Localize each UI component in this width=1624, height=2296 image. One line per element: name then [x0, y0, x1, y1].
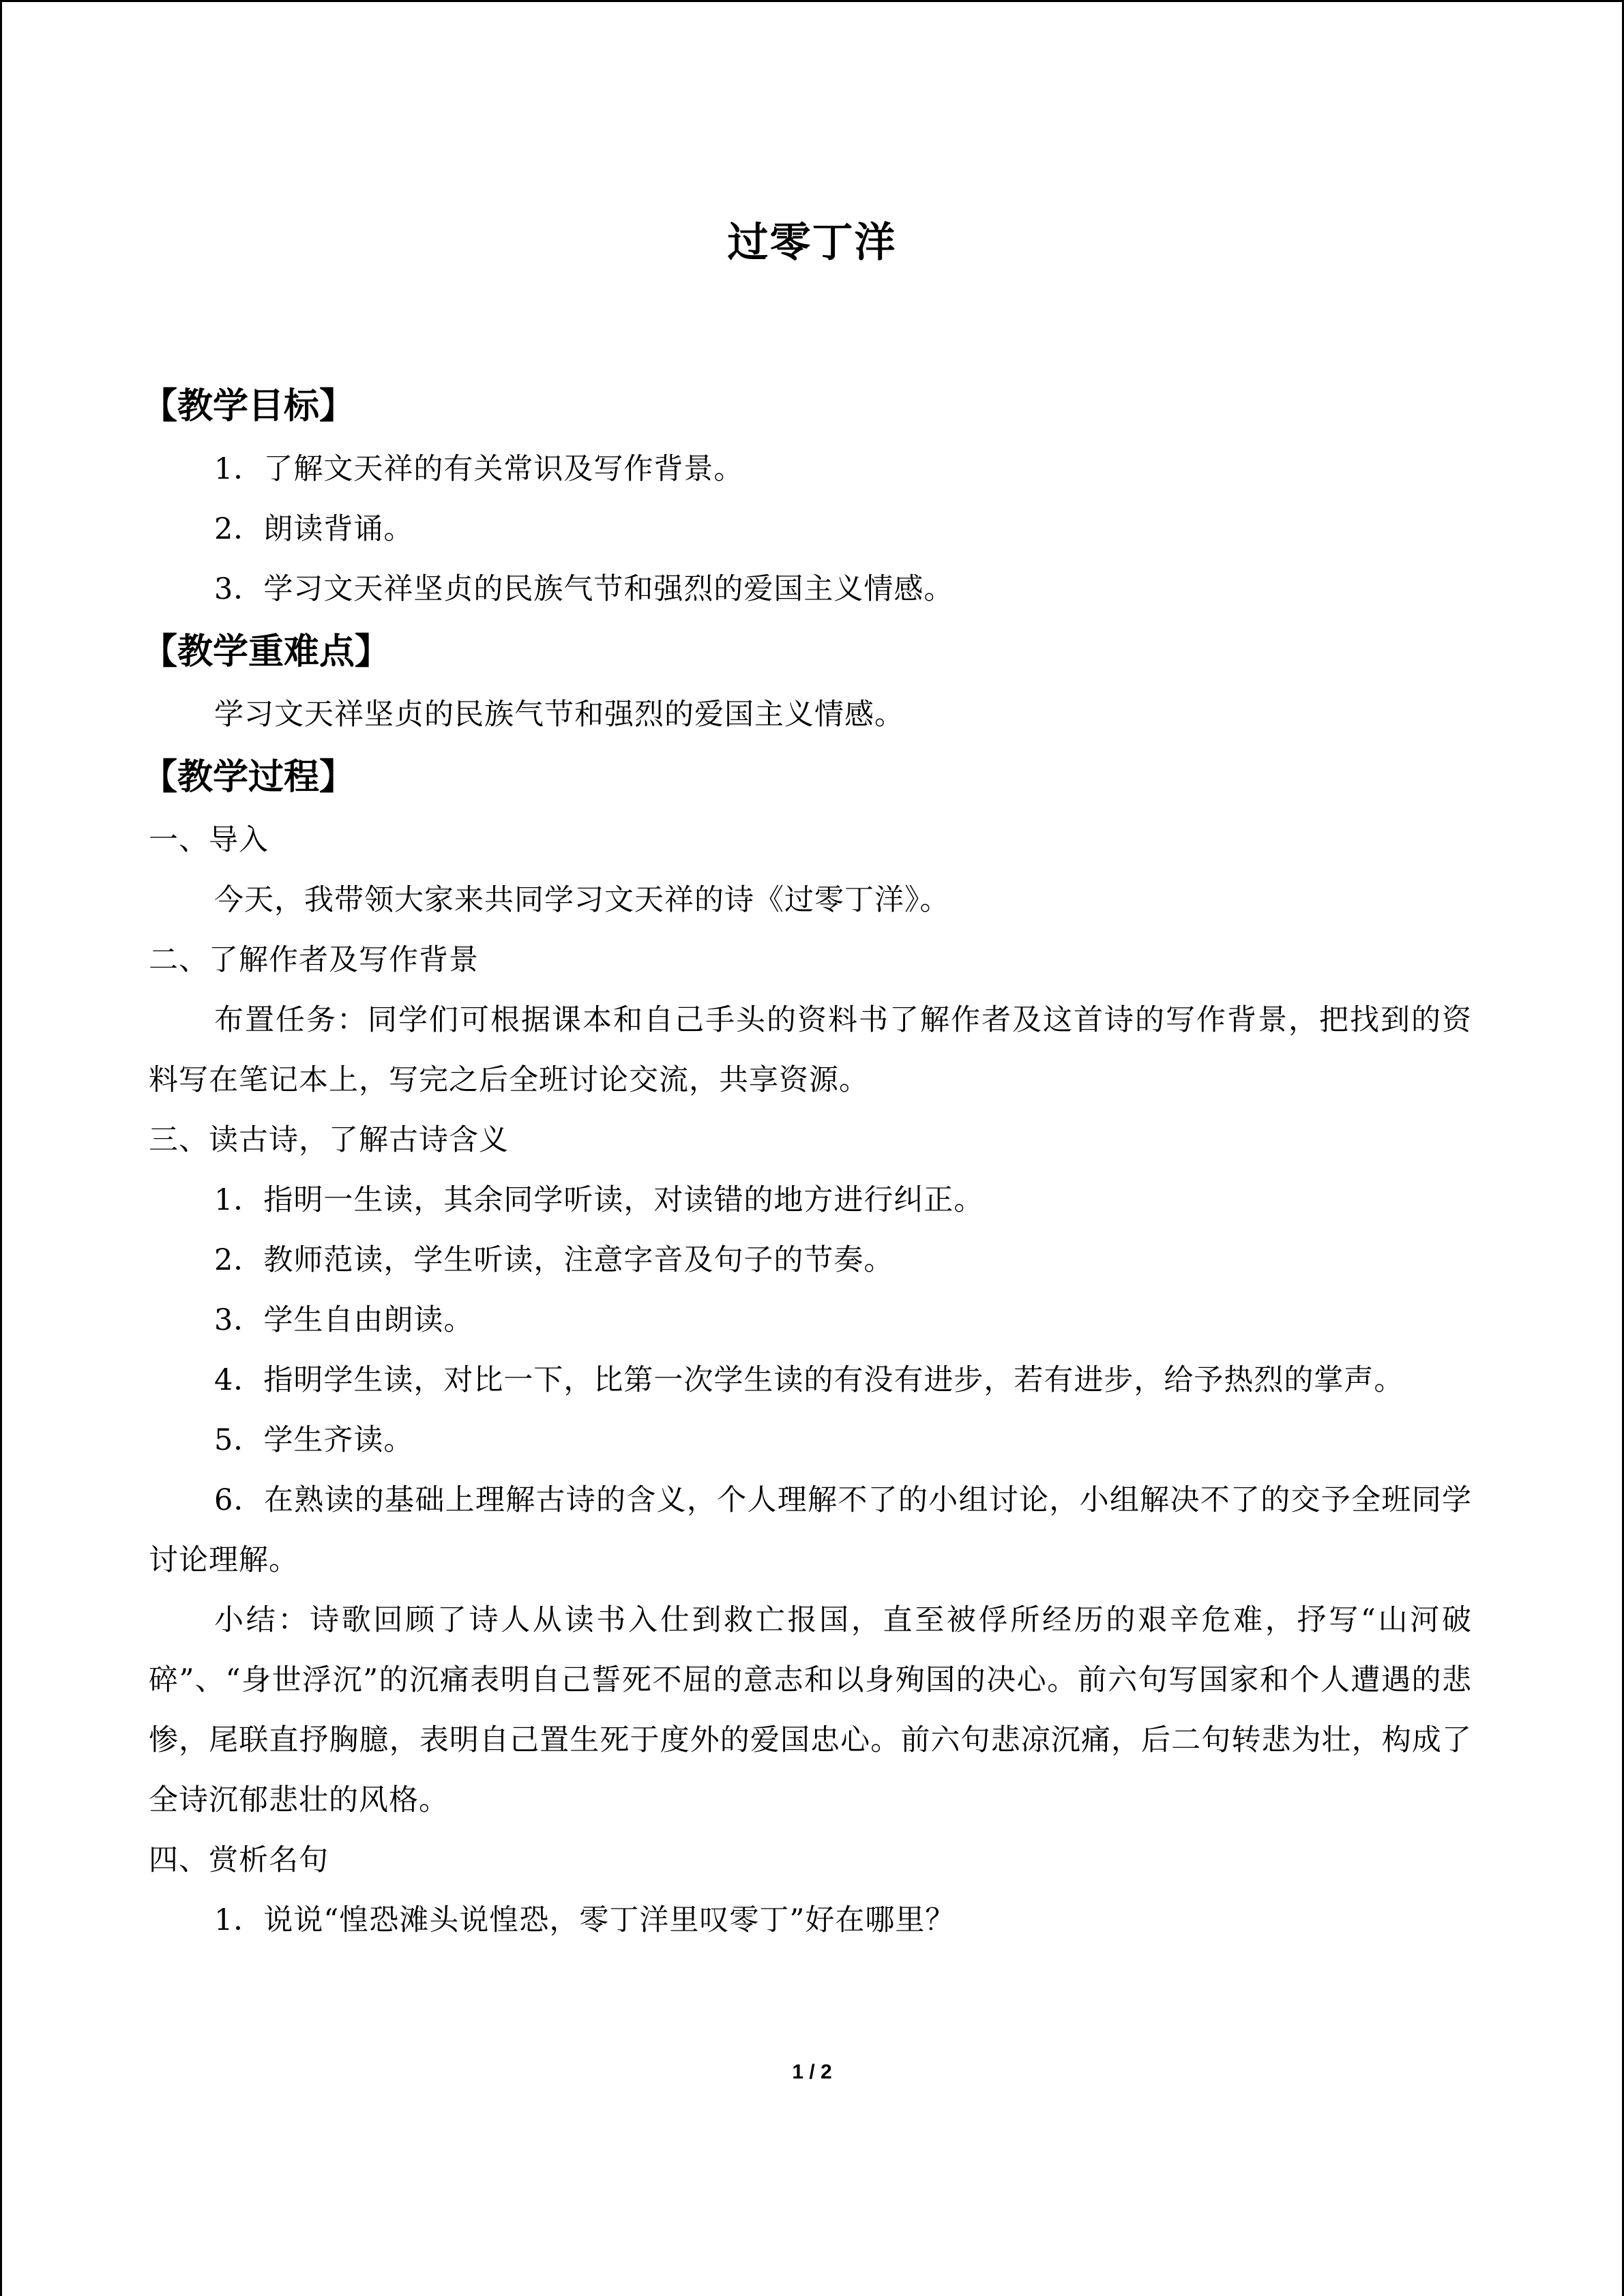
process-part3-item4: 4．指明学生读，对比一下，比第一次学生读的有没有进步，若有进步，给予热烈的掌声。: [214, 1363, 1404, 1397]
process-part4-item1: 1．说说“惶恐滩头说惶恐，零丁洋里叹零丁”好在哪里？: [214, 1903, 956, 1937]
section-heading-key-points: 【教学重难点】: [142, 631, 391, 672]
process-part3-item3: 3．学生自由朗读。: [214, 1303, 474, 1337]
process-part3-heading: 三、读古诗，了解古诗含义: [149, 1123, 509, 1157]
objective-item-3: 3．学习文天祥坚贞的民族气节和强烈的爱国主义情感。: [214, 572, 954, 606]
process-part3-item6: 6．在熟读的基础上理解古诗的含义，个人理解不了的小组讨论，小组解决不了的交予全班同学讨论理解。: [149, 1483, 1472, 1577]
process-part4-heading: 四、赏析名句: [149, 1843, 329, 1877]
process-part3-item1: 1．指明一生读，其余同学听读，对读错的地方进行纠正。: [214, 1183, 984, 1217]
process-part3-item5: 5．学生齐读。: [214, 1423, 414, 1457]
process-part1-heading: 一、导入: [149, 823, 269, 857]
process-part3-item2: 2．教师范读，学生听读，注意字音及句子的节奏。: [214, 1243, 894, 1277]
process-part2-text: 布置任务：同学们可根据课本和自己手头的资料书了解作者及这首诗的写作背景，把找到的资料写在笔记本上，写完之后全班讨论交流，共享资源。: [149, 1003, 1472, 1097]
section-heading-objectives: 【教学目标】: [142, 386, 355, 427]
document-body: [142, 374, 1472, 1950]
section-heading-process: 【教学过程】: [142, 757, 355, 798]
process-part2-heading: 二、了解作者及写作背景: [149, 943, 479, 977]
process-part3-summary: 小结：诗歌回顾了诗人从读书入仕到救亡报国，直至被俘所经历的艰辛危难，抒写“山河破碎”、“身世浮沉”的沉痛表明自己誓死不屈的意志和以身殉国的决心。前六句写国家和个人遭遇的悲惨，尾联直抒胸臆，表明自己置生死于度外的爱国忠心。前六句悲凉沉痛，后二句转悲为壮，构成了全诗沉郁悲壮的风格。: [149, 1603, 1472, 1817]
key-points-text: 学习文天祥坚贞的民族气节和强烈的爱国主义情感。: [214, 698, 904, 732]
document-title: 过零丁洋: [727, 219, 897, 267]
process-part1-text: 今天，我带领大家来共同学习文天祥的诗《过零丁洋》。: [214, 883, 950, 917]
page-number: 1 / 2: [792, 2061, 832, 2083]
objective-item-1: 1．了解文天祥的有关常识及写作背景。: [214, 452, 744, 486]
objective-item-2: 2．朗读背诵。: [214, 512, 414, 546]
